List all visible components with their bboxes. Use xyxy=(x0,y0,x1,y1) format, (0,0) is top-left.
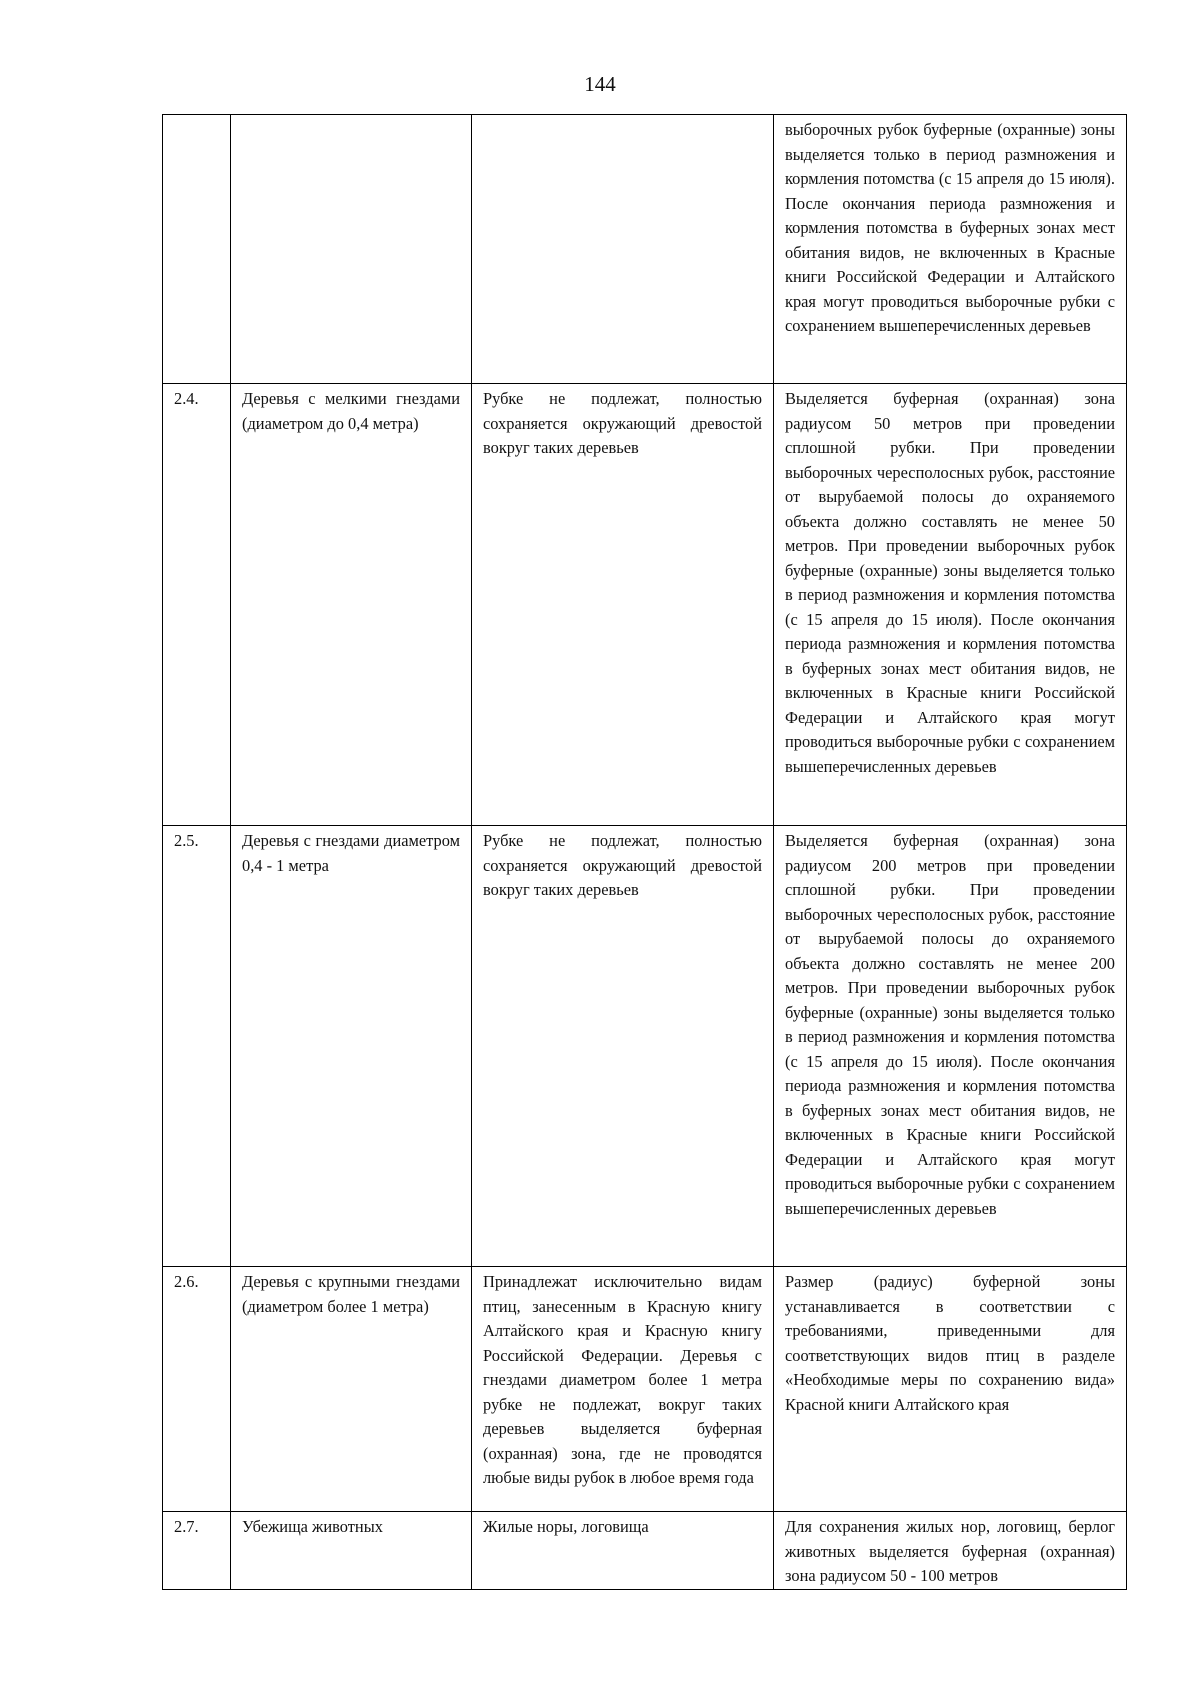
feature-cell: Принадлежат исключительно видам птиц, занесенным в Красную книгу Алтайского края и Красную книгу Российской Федерации. Деревья с гнездами диаметром более 1 метра рубке не подлежат, вокруг таких деревьев выделяется буферная (охранная) зона, где не проводятся любые виды рубок в любое время года xyxy=(472,1267,774,1512)
table-row xyxy=(163,115,1127,384)
table-row xyxy=(163,1267,1127,1512)
row-number-cell: 2.6. xyxy=(163,1267,231,1512)
feature-cell: Рубке не подлежат, полностью сохраняется окружающий древостой вокруг таких деревьев xyxy=(472,384,774,826)
protection-measures-table xyxy=(162,114,1127,1590)
table-row xyxy=(163,826,1127,1267)
row-number-cell xyxy=(163,115,231,384)
object-cell: Деревья с гнездами диаметром 0,4 - 1 метра xyxy=(231,826,472,1267)
row-number-cell: 2.7. xyxy=(163,1512,231,1590)
row-number-cell: 2.5. xyxy=(163,826,231,1267)
object-cell: Деревья с крупными гнездами (диаметром более 1 метра) xyxy=(231,1267,472,1512)
table-row xyxy=(163,1512,1127,1590)
object-cell: Убежища животных xyxy=(231,1512,472,1590)
feature-cell: Жилые норы, логовища xyxy=(472,1512,774,1590)
feature-cell: Рубке не подлежат, полностью сохраняется окружающий древостой вокруг таких деревьев xyxy=(472,826,774,1267)
measures-cell: выборочных рубок буферные (охранные) зоны выделяется только в период размножения и кормления потомства (с 15 апреля до 15 июля). После окончания периода размножения и кормления потомства в буферных зонах мест обитания видов, не включенных в Красные книги Российской Федерации и Алтайского края могут проводиться выборочные рубки с сохранением вышеперечисленных деревьев xyxy=(774,115,1127,384)
row-number-cell: 2.4. xyxy=(163,384,231,826)
object-cell xyxy=(231,115,472,384)
table-row xyxy=(163,384,1127,826)
feature-cell xyxy=(472,115,774,384)
measures-cell: Размер (радиус) буферной зоны устанавливается в соответствии с требованиями, приведенными для соответствующих видов птиц в разделе «Необходимые меры по сохранению вида» Красной книги Алтайского края xyxy=(774,1267,1127,1512)
measures-cell: Для сохранения жилых нор, логовищ, берлог животных выделяется буферная (охранная) зона радиусом 50 - 100 метров xyxy=(774,1512,1127,1590)
page-number: 144 xyxy=(584,72,616,96)
measures-cell: Выделяется буферная (охранная) зона радиусом 200 метров при проведении сплошной рубки. При проведении выборочных чересполосных рубок, расстояние от вырубаемой полосы до охраняемого объекта должно составлять не менее 200 метров. При проведении выборочных рубок буферные (охранные) зоны выделяется только в период размножения и кормления потомства (с 15 апреля до 15 июля). После окончания периода размножения и кормления потомства в буферных зонах мест обитания видов, не включенных в Красные книги Российской Федерации и Алтайского края могут проводиться выборочные рубки с сохранением вышеперечисленных деревьев xyxy=(774,826,1127,1267)
object-cell: Деревья с мелкими гнездами (диаметром до 0,4 метра) xyxy=(231,384,472,826)
measures-cell: Выделяется буферная (охранная) зона радиусом 50 метров при проведении сплошной рубки. При проведении выборочных чересполосных рубок, расстояние от вырубаемой полосы до охраняемого объекта должно составлять не менее 50 метров. При проведении выборочных рубок буферные (охранные) зоны выделяется только в период размножения и кормления потомства (с 15 апреля до 15 июля). После окончания периода размножения и кормления потомства в буферных зонах мест обитания видов, не включенных в Красные книги Российской Федерации и Алтайского края могут проводиться выборочные рубки с сохранением вышеперечисленных деревьев xyxy=(774,384,1127,826)
